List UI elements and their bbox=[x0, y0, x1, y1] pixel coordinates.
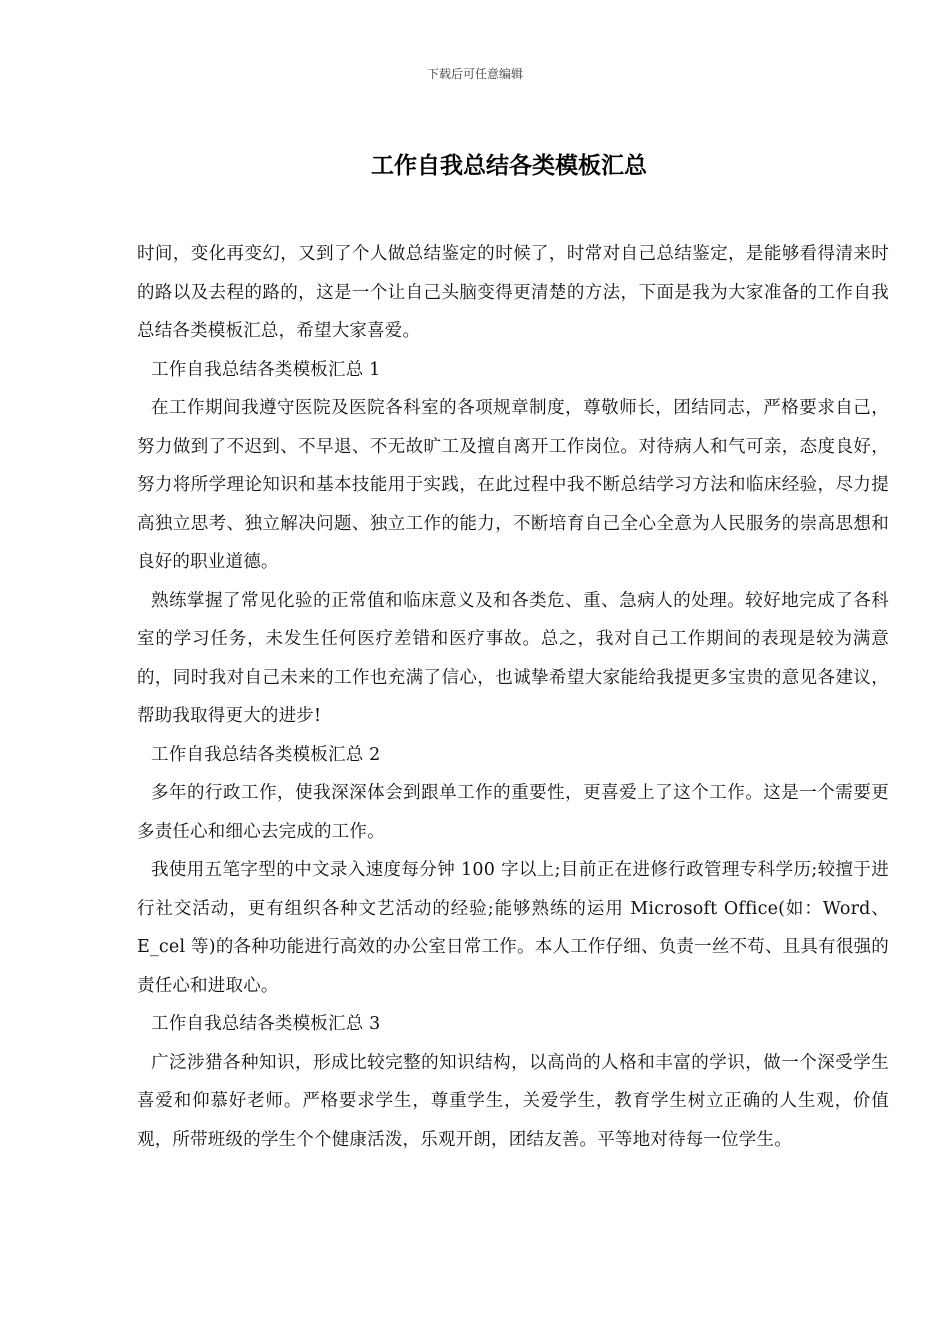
document-body bbox=[137, 235, 889, 1159]
document-title: 工作自我总结各类模板汇总 bbox=[371, 153, 647, 179]
paragraph: 时间，变化再变幻，又到了个人做总结鉴定的时候了，时常对自己总结鉴定，是能够看得清来时的路以及去程的路的，这是一个让自己头脑变得更清楚的方法，下面是我为大家准备的工作自我总结各类模板汇总，希望大家喜爱。 bbox=[137, 244, 889, 341]
paragraph: 工作自我总结各类模板汇总 3 bbox=[151, 1014, 381, 1034]
paragraph: 广泛涉猎各种知识，形成比较完整的知识结构，以高尚的人格和丰富的学识，做一个深受学生喜爱和仰慕好老师。严格要求学生，尊重学生，关爱学生，教育学生树立正确的人生观，价值观，所带班级的学生个个健康活泼，乐观开朗，团结友善。平等地对待每一位学生。 bbox=[137, 1052, 889, 1150]
header-note: 下载后可任意编辑 bbox=[426, 67, 523, 81]
paragraph: 工作自我总结各类模板汇总 2 bbox=[151, 744, 381, 765]
paragraph: 多年的行政工作，使我深深体会到跟单工作的重要性，更喜爱上了这个工作。这是一个需要更多责任心和细心去完成的工作。 bbox=[137, 783, 889, 842]
paragraph: 在工作期间我遵守医院及医院各科室的各项规章制度，尊敬师长，团结同志，严格要求自己，努力做到了不迟到、不早退、不无故旷工及擅自离开工作岗位。对待病人和气可亲，态度良好，努力将所学理论知识和基本技能用于实践，在此过程中我不断总结学习方法和临床经验，尽力提高独立思考、独立解决问题、独立工作的能力，不断培育自己全心全意为人民服务的崇高思想和良好的职业道德。 bbox=[137, 398, 889, 572]
paragraph: 我使用五笔字型的中文录入速度每分钟 100 字以上;目前正在进修行政管理专科学历;较擅于进行社交活动，更有组织各种文艺活动的经验;能够熟练的运用 Microsoft Office(如：Word、E_cel 等)的各种功能进行高效的办公室日常工作。本人工作仔细、负责一丝不苟、且具有很强的责任心和进取心。 bbox=[137, 860, 889, 996]
paragraph: 工作自我总结各类模板汇总 1 bbox=[151, 359, 381, 380]
paragraph: 熟练掌握了常见化验的正常值和临床意义及和各类危、重、急病人的处理。较好地完成了各科室的学习任务，未发生任何医疗差错和医疗事故。总之，我对自己工作期间的表现是较为满意的，同时我对自己未来的工作也充满了信心，也诚挚希望大家能给我提更多宝贵的意见各建议，帮助我取得更大的进步! bbox=[137, 590, 889, 726]
